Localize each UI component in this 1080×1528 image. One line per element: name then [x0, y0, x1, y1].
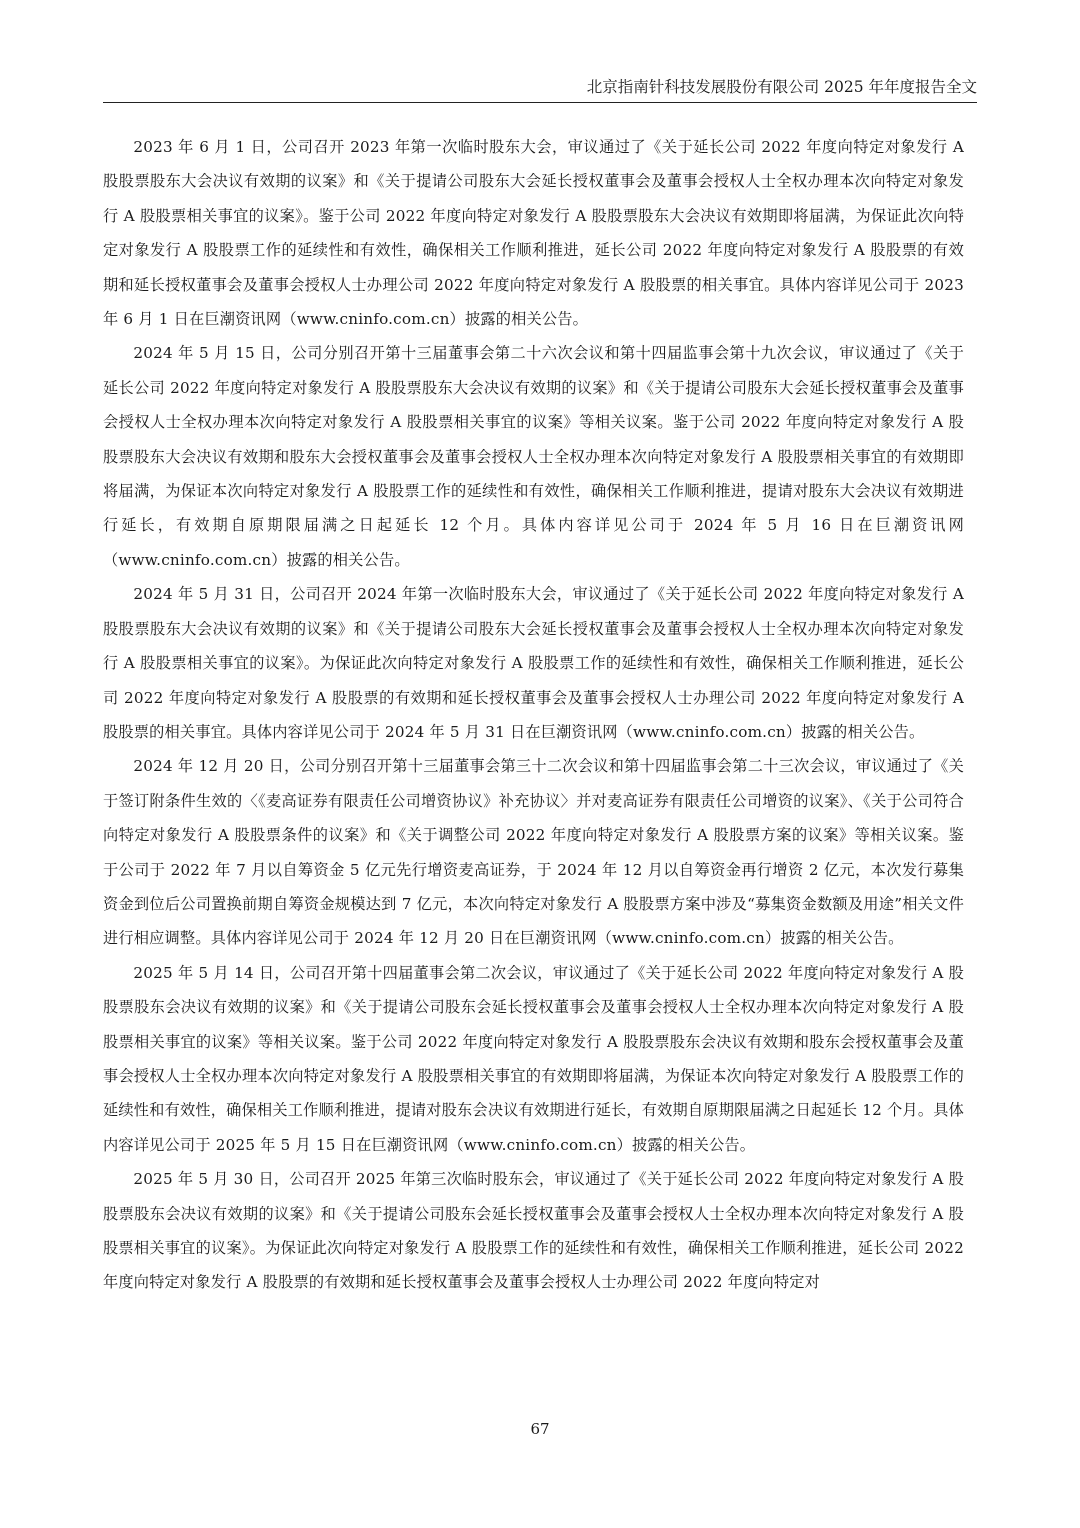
paragraph-2024-05-15-board-meeting: 2024 年 5 月 15 日，公司分别召开第十三届董事会第二十六次会议和第十四届监事会第十九次会议，审议通过了《关于延长公司 2022 年度向特定对象发行 A 股股票股东大会决议有效期的议案》和《关于提请公司股东大会延长授权董事会及董事会授权人士全权办理本次向特定对象发行 A 股股票相关事宜的议案》等相关议案。鉴于公司 2022 年度向特定对象发行 A 股股票股东大会决议有效期和股东大会授权董事会及董事会授权人士全权办理本次向特定对象发行 A 股股票相关事宜的有效期即将届满，为保证本次向特定对象发行 A 股股票工作的延续性和有效性，确保相关工作顺利推进，提请对股东大会决议有效期进行延长，有效期自原期限届满之日起延长 12 个月。具体内容详见公司于 2024 年 5 月 16 日在巨潮资讯网（www.cninfo.com.cn）披露的相关公告。: [103, 344, 964, 569]
page-header: [103, 76, 977, 103]
paragraph-2024-05-31-shareholder-meeting: 2024 年 5 月 31 日，公司召开 2024 年第一次临时股东大会，审议通过了《关于延长公司 2022 年度向特定对象发行 A 股股票股东大会决议有效期的议案》和《关于提请公司股东大会延长授权董事会及董事会授权人士全权办理本次向特定对象发行 A 股股票相关事宜的议案》。为保证此次向特定对象发行 A 股股票工作的延续性和有效性，确保相关工作顺利推进，延长公司 2022 年度向特定对象发行 A 股股票的有效期和延长授权董事会及董事会授权人士办理公司 2022 年度向特定对象发行 A 股股票的相关事宜。具体内容详见公司于 2024 年 5 月 31 日在巨潮资讯网（www.cninfo.com.cn）披露的相关公告。: [103, 585, 964, 741]
page-number: 67: [530, 1420, 550, 1438]
paragraph-2025-05-30-shareholder-meeting: 2025 年 5 月 30 日，公司召开 2025 年第三次临时股东会，审议通过了《关于延长公司 2022 年度向特定对象发行 A 股股票股东会决议有效期的议案》和《关于提请公司股东会延长授权董事会及董事会授权人士全权办理本次向特定对象发行 A 股股票相关事宜的议案》。为保证此次向特定对象发行 A 股股票工作的延续性和有效性，确保相关工作顺利推进，延长公司 2022 年度向特定对象发行 A 股股票的有效期和延长授权董事会及董事会授权人士办理公司 2022 年度向特定对: [103, 1170, 964, 1292]
document-body: [103, 130, 964, 1300]
paragraph-2024-12-20-board-meeting: 2024 年 12 月 20 日，公司分别召开第十三届董事会第三十二次会议和第十四届监事会第二十三次会议，审议通过了《关于签订附条件生效的〈《麦高证券有限责任公司增资协议》补充协议〉并对麦高证券有限责任公司增资的议案》、《关于公司符合向特定对象发行 A 股股票条件的议案》和《关于调整公司 2022 年度向特定对象发行 A 股股票方案的议案》等相关议案。鉴于公司于 2022 年 7 月以自筹资金 5 亿元先行增资麦高证券，于 2024 年 12 月以自筹资金再行增资 2 亿元，本次发行募集资金到位后公司置换前期自筹资金规模达到 7 亿元，本次向特定对象发行 A 股股票方案中涉及“募集资金数额及用途”相关文件进行相应调整。具体内容详见公司于 2024 年 12 月 20 日在巨潮资讯网（www.cninfo.com.cn）披露的相关公告。: [103, 757, 964, 948]
paragraph-2025-05-14-board-meeting: 2025 年 5 月 14 日，公司召开第十四届董事会第二次会议，审议通过了《关于延长公司 2022 年度向特定对象发行 A 股股票股东会决议有效期的议案》和《关于提请公司股东会延长授权董事会及董事会授权人士全权办理本次向特定对象发行 A 股股票相关事宜的议案》等相关议案。鉴于公司 2022 年度向特定对象发行 A 股股票股东会决议有效期和股东会授权董事会及董事会授权人士全权办理本次向特定对象发行 A 股股票相关事宜的有效期即将届满，为保证本次向特定对象发行 A 股股票工作的延续性和有效性，确保相关工作顺利推进，提请对股东会决议有效期进行延长，有效期自原期限届满之日起延长 12 个月。具体内容详见公司于 2025 年 5 月 15 日在巨潮资讯网（www.cninfo.com.cn）披露的相关公告。: [103, 963, 964, 1154]
paragraph-2023-06-01-shareholder-meeting: 2023 年 6 月 1 日，公司召开 2023 年第一次临时股东大会，审议通过了《关于延长公司 2022 年度向特定对象发行 A 股股票股东大会决议有效期的议案》和《关于提请公司股东大会延长授权董事会及董事会授权人士全权办理本次向特定对象发行 A 股股票相关事宜的议案》。鉴于公司 2022 年度向特定对象发行 A 股股票股东大会决议有效期即将届满，为保证此次向特定对象发行 A 股股票工作的延续性和有效性，确保相关工作顺利推进，延长公司 2022 年度向特定对象发行 A 股股票的有效期和延长授权董事会及董事会授权人士办理公司 2022 年度向特定对象发行 A 股股票的相关事宜。具体内容详见公司于 2023 年 6 月 1 日在巨潮资讯网（www.cninfo.com.cn）披露的相关公告。: [103, 138, 964, 329]
header-title: 北京指南针科技发展股份有限公司 2025 年年度报告全文: [586, 78, 977, 96]
